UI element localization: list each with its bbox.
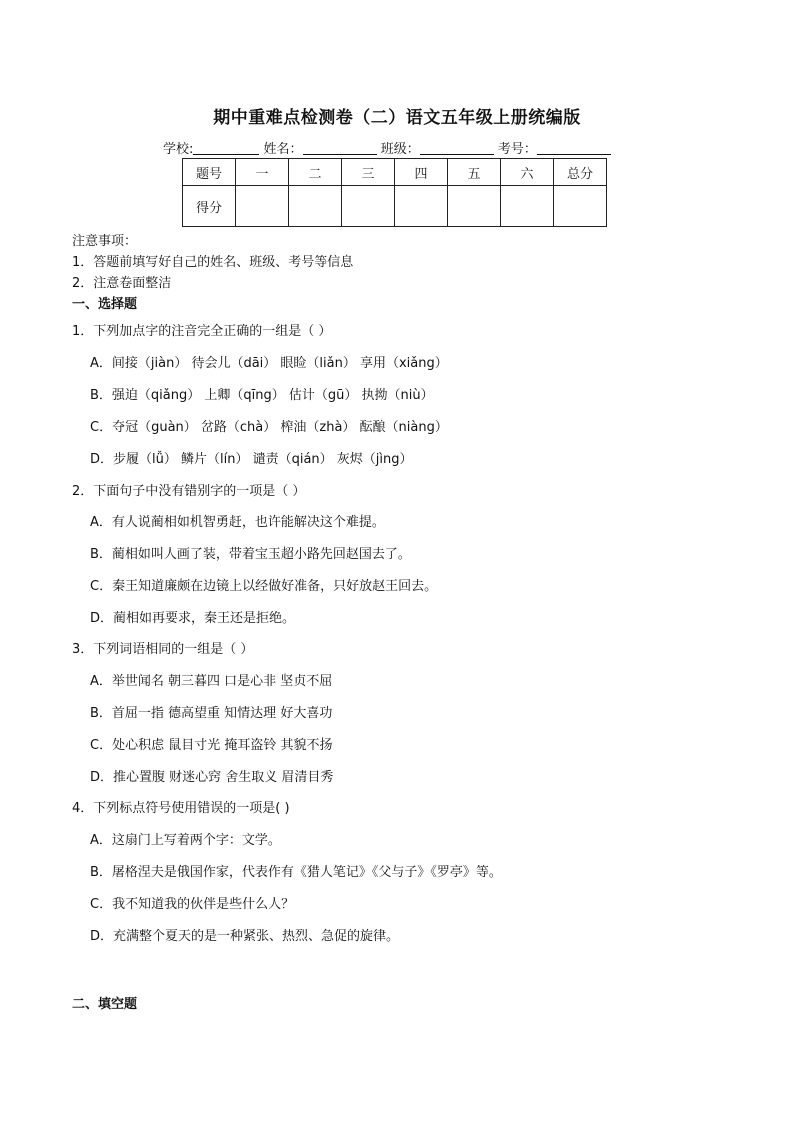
score-header-cell: 四 xyxy=(395,159,448,186)
question-option: D．蔺相如再要求，秦王还是拒绝。 xyxy=(90,611,296,626)
score-header-cell: 六 xyxy=(501,159,554,186)
score-cell[interactable] xyxy=(342,186,395,227)
question-option: C．我不知道我的伙伴是些什么人？ xyxy=(90,897,295,912)
question-option: B．蔺相如叫人画了装，带着宝玉超小路先回赵国去了。 xyxy=(90,547,411,562)
score-header-cell: 二 xyxy=(289,159,342,186)
question-option: B．屠格涅夫是俄国作家，代表作有《猎人笔记》《父与子》《罗亭》等。 xyxy=(90,865,502,880)
section-heading-fill: 二、填空题 xyxy=(72,997,138,1012)
school-label: 学校: xyxy=(163,142,194,157)
score-header-cell: 一 xyxy=(236,159,289,186)
question-option: D．充满整个夏天的是一种紧张、热烈、急促的旋律。 xyxy=(90,929,400,944)
question-option: D．推心置腹 财迷心窍 舍生取义 眉清目秀 xyxy=(90,770,334,785)
question-option: C．秦王知道廉颇在边镜上以经做好准备，只好放赵王回去。 xyxy=(90,579,438,594)
section-heading-choice: 一、选择题 xyxy=(72,297,138,312)
score-row-label: 得分 xyxy=(183,186,236,227)
score-table-header-row xyxy=(183,159,607,186)
student-info-line xyxy=(163,138,633,157)
question-stem: 1．下列加点字的注音完全正确的一组是（ ） xyxy=(72,324,332,339)
score-header-cell: 总分 xyxy=(554,159,607,186)
score-cell[interactable] xyxy=(554,186,607,227)
notes-item: 2．注意卷面整洁 xyxy=(72,276,172,291)
exam-no-blank[interactable] xyxy=(537,140,611,155)
question-option: A．举世闻名 朝三暮四 口是心非 坚贞不屈 xyxy=(90,674,333,689)
page-title: 期中重难点检测卷（二）语文五年级上册统编版 xyxy=(213,108,581,128)
question-option: C．夺冠（guàn） 岔路（chà） 榨油（zhà） 酝酿（niàng） xyxy=(90,420,448,435)
score-cell[interactable] xyxy=(289,186,342,227)
question-stem: 4．下列标点符号使用错误的一项是( ) xyxy=(72,801,290,816)
notes-item: 1．答题前填写好自己的姓名、班级、考号等信息 xyxy=(72,255,354,270)
exam-no-label: 考号： xyxy=(497,142,537,157)
score-table-score-row xyxy=(183,186,607,227)
question-stem: 3．下列词语相同的一组是（ ） xyxy=(72,642,254,657)
class-blank[interactable] xyxy=(420,140,494,155)
question-option: B．强迫（qiǎng） 上卿（qīng） 估计（gū） 执拗（niù） xyxy=(90,388,434,403)
question-option: A．这扇门上写着两个字：文学。 xyxy=(90,833,281,848)
class-label: 班级： xyxy=(380,142,420,157)
score-cell[interactable] xyxy=(448,186,501,227)
question-stem: 2．下面句子中没有错别字的一项是（ ） xyxy=(72,484,306,499)
name-label: 姓名： xyxy=(263,142,303,157)
question-option: D．步履（lǚ） 鳞片（lín） 谴责（qián） 灰烬（jìng） xyxy=(90,452,413,467)
score-cell[interactable] xyxy=(395,186,448,227)
score-header-cell: 题号 xyxy=(183,159,236,186)
score-header-cell: 三 xyxy=(342,159,395,186)
school-blank[interactable] xyxy=(193,140,259,155)
score-cell[interactable] xyxy=(236,186,289,227)
question-option: B．首屈一指 德高望重 知情达理 好大喜功 xyxy=(90,706,333,721)
question-option: C．处心积虑 鼠目寸光 掩耳盗铃 其貌不扬 xyxy=(90,738,333,753)
question-option: A．间接（jiàn） 待会儿（dāi） 眼睑（liǎn） 享用（xiǎng） xyxy=(90,356,448,371)
score-header-cell: 五 xyxy=(448,159,501,186)
score-table xyxy=(182,158,607,227)
notes-heading: 注意事项： xyxy=(72,234,138,249)
question-option: A．有人说蔺相如机智勇赶，也许能解决这个难提。 xyxy=(90,515,385,530)
score-cell[interactable] xyxy=(501,186,554,227)
name-blank[interactable] xyxy=(303,140,377,155)
